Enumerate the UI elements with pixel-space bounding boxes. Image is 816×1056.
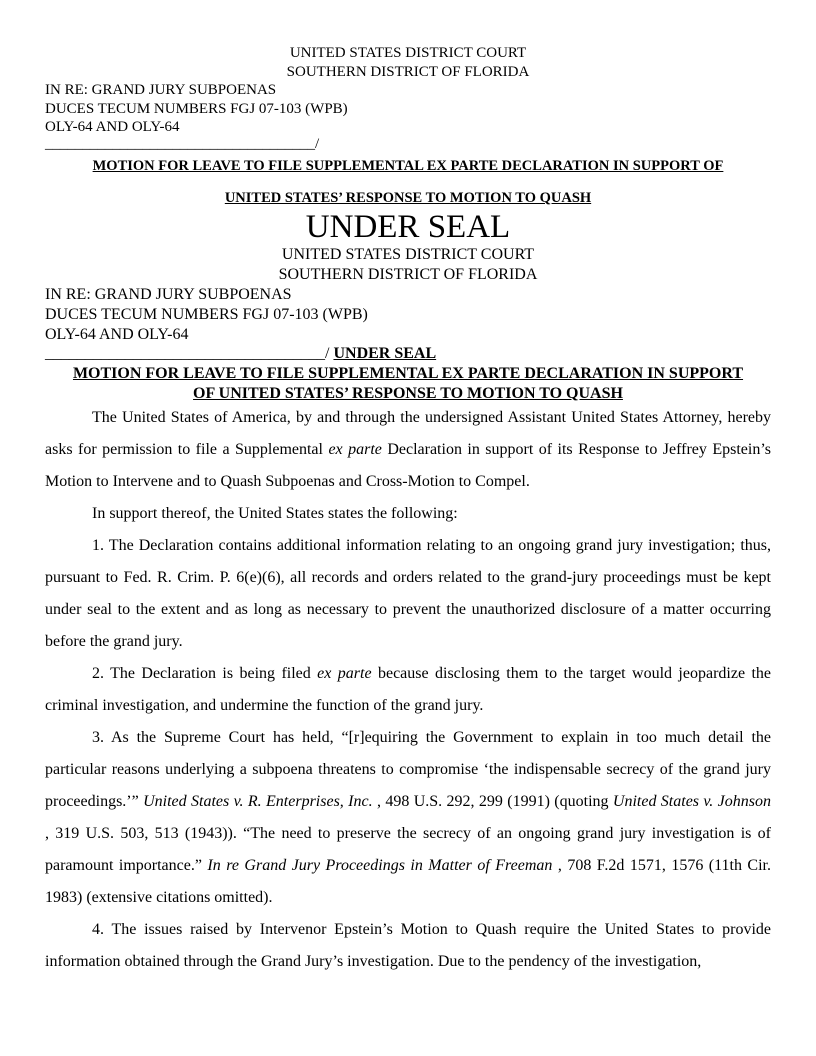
caption-block-1 [45, 44, 771, 207]
p2-text-end: because disclosing them to the target would jeopardize the criminal investigation, and undermine the function of the grand jury. [45, 665, 772, 714]
motion-title-line: UNITED STATES’ RESPONSE TO MOTION TO QUASH [224, 190, 592, 206]
paragraph-2 [45, 658, 771, 722]
p2-text: 2. The Declaration is being filed [92, 665, 318, 682]
motion-body [45, 402, 771, 978]
p3-text: , 319 U.S. 503, 513 (1943)). “The need to preserve the secrecy of an ongoing grand jury investigation is of paramount importance.” [45, 825, 771, 874]
caption-rule-line: ___________________________________/ [45, 345, 334, 362]
case-citation: United States v. Johnson [612, 793, 772, 810]
case-citation: In re Grand Jury Proceedings in Matter of Freeman [207, 857, 553, 874]
intro-text: The United States of America, by and through the undersigned Assistant United States Attorney, hereby asks for permission to file a Supplemental [45, 409, 771, 458]
p3-text: , 708 F.2d 1571, 1576 (11th Cir. 1983) (extensive citations omitted). [45, 857, 771, 906]
intro-italic: ex parte [328, 441, 382, 458]
court-name: UNITED STATES DISTRICT COURT [289, 45, 527, 61]
court-name: UNITED STATES DISTRICT COURT [281, 246, 535, 263]
paragraph-3 [45, 722, 771, 914]
caption-rule [45, 344, 771, 364]
under-seal-marker: UNDER SEAL [333, 345, 437, 362]
paragraph-4: 4. The issues raised by Intervenor Epstein’s Motion to Quash require the United States to provide information obtained through the Grand Jury’s investigation. Due to the pendency of the investigation, [45, 921, 771, 970]
motion-title-line: MOTION FOR LEAVE TO FILE SUPPLEMENTAL EX PARTE DECLARATION IN SUPPORT OF [92, 158, 724, 174]
district-name: SOUTHERN DISTRICT OF FLORIDA [278, 266, 538, 283]
document-page [45, 44, 771, 978]
case-caption-line: OLY-64 AND OLY-64 [45, 119, 180, 135]
support-paragraph: In support thereof, the United States states the following: [92, 505, 458, 522]
motion-title-line: MOTION FOR LEAVE TO FILE SUPPLEMENTAL EX PARTE DECLARATION IN SUPPORT [72, 365, 744, 382]
district-name: SOUTHERN DISTRICT OF FLORIDA [286, 63, 530, 80]
p3-text: 3. As the Supreme Court has held, “[r]equiring the Government to explain in too much detail the particular reasons underlying a subpoena threatens to compromise ‘the indispensable secrecy of the grand jury proceedings.’” [45, 729, 771, 810]
p2-italic: ex parte [317, 665, 372, 682]
p3-text: , 498 U.S. 292, 299 (1991) (quoting [372, 793, 613, 810]
under-seal-heading: UNDER SEAL [305, 209, 511, 245]
caption-block-2 [45, 245, 771, 404]
intro-paragraph [45, 402, 771, 498]
motion-title-line: OF UNITED STATES’ RESPONSE TO MOTION TO QUASH [193, 385, 623, 402]
case-caption-line: DUCES TECUM NUMBERS FGJ 07-103 (WPB) [45, 100, 348, 117]
case-citation: United States v. R. Enterprises, Inc. [143, 793, 373, 810]
caption-rule: ____________________________________/ [45, 135, 320, 152]
intro-text-end: Declaration in support of its Response to Jeffrey Epstein’s Motion to Intervene and to Quash Subpoenas and Cross-Motion to Compel. [45, 441, 772, 490]
case-caption-line: OLY-64 AND OLY-64 [45, 326, 189, 343]
case-caption-line: DUCES TECUM NUMBERS FGJ 07-103 (WPB) [45, 306, 368, 323]
case-caption-line: IN RE: GRAND JURY SUBPOENAS [45, 286, 292, 303]
paragraph-1: 1. The Declaration contains additional information relating to an ongoing grand jury investigation; thus, pursuant to Fed. R. Crim. P. 6(e)(6), all records and orders related to the grand-jury proceedings must be kept under seal to the extent and as long as necessary to prevent the unauthorized disclosure of a matter occurring before the grand jury. [45, 537, 771, 650]
case-caption-line: IN RE: GRAND JURY SUBPOENAS [45, 82, 277, 98]
